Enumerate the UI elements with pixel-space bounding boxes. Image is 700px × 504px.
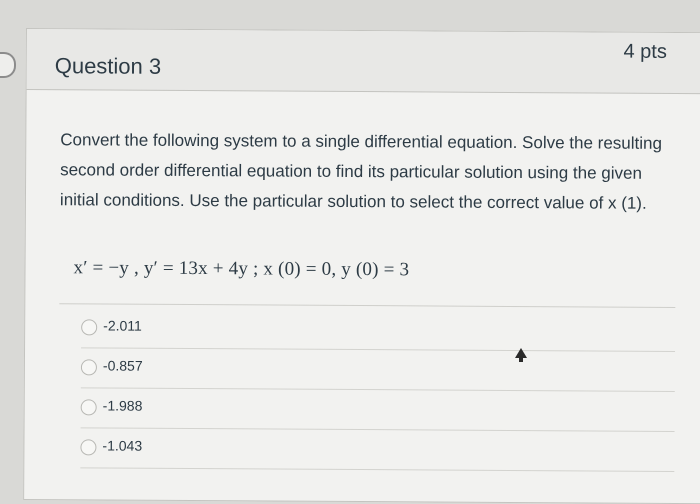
answers-divider xyxy=(59,303,675,308)
answer-option-3[interactable] xyxy=(81,389,675,432)
answer-label: -1.043 xyxy=(102,437,143,454)
radio-button[interactable] xyxy=(81,319,97,335)
answer-option-2[interactable] xyxy=(81,349,675,392)
question-card xyxy=(23,28,700,504)
question-header xyxy=(27,29,700,94)
flag-question-icon[interactable] xyxy=(0,52,16,78)
answer-label: -1.988 xyxy=(102,397,143,414)
radio-button[interactable] xyxy=(81,399,97,415)
question-equation: x′ = −y , y′ = 13x + 4y ; x (0) = 0, y (0) = 3 xyxy=(73,257,410,281)
radio-button[interactable] xyxy=(81,359,97,375)
question-prompt: Convert the following system to a single differential equation. Solve the resulting second order differential equation to find its particular solution using the given initial conditions. Use the particular solution to select the correct value of x (1). xyxy=(59,130,663,213)
radio-button[interactable] xyxy=(80,439,96,455)
answer-label: -0.857 xyxy=(102,357,143,374)
answer-option-4[interactable] xyxy=(80,429,674,472)
question-points: 4 pts xyxy=(623,40,667,63)
answer-label: -2.011 xyxy=(103,317,142,334)
question-title: Question 3 xyxy=(54,53,162,79)
answer-option-1[interactable] xyxy=(81,309,675,352)
mouse-cursor-icon xyxy=(515,348,527,358)
